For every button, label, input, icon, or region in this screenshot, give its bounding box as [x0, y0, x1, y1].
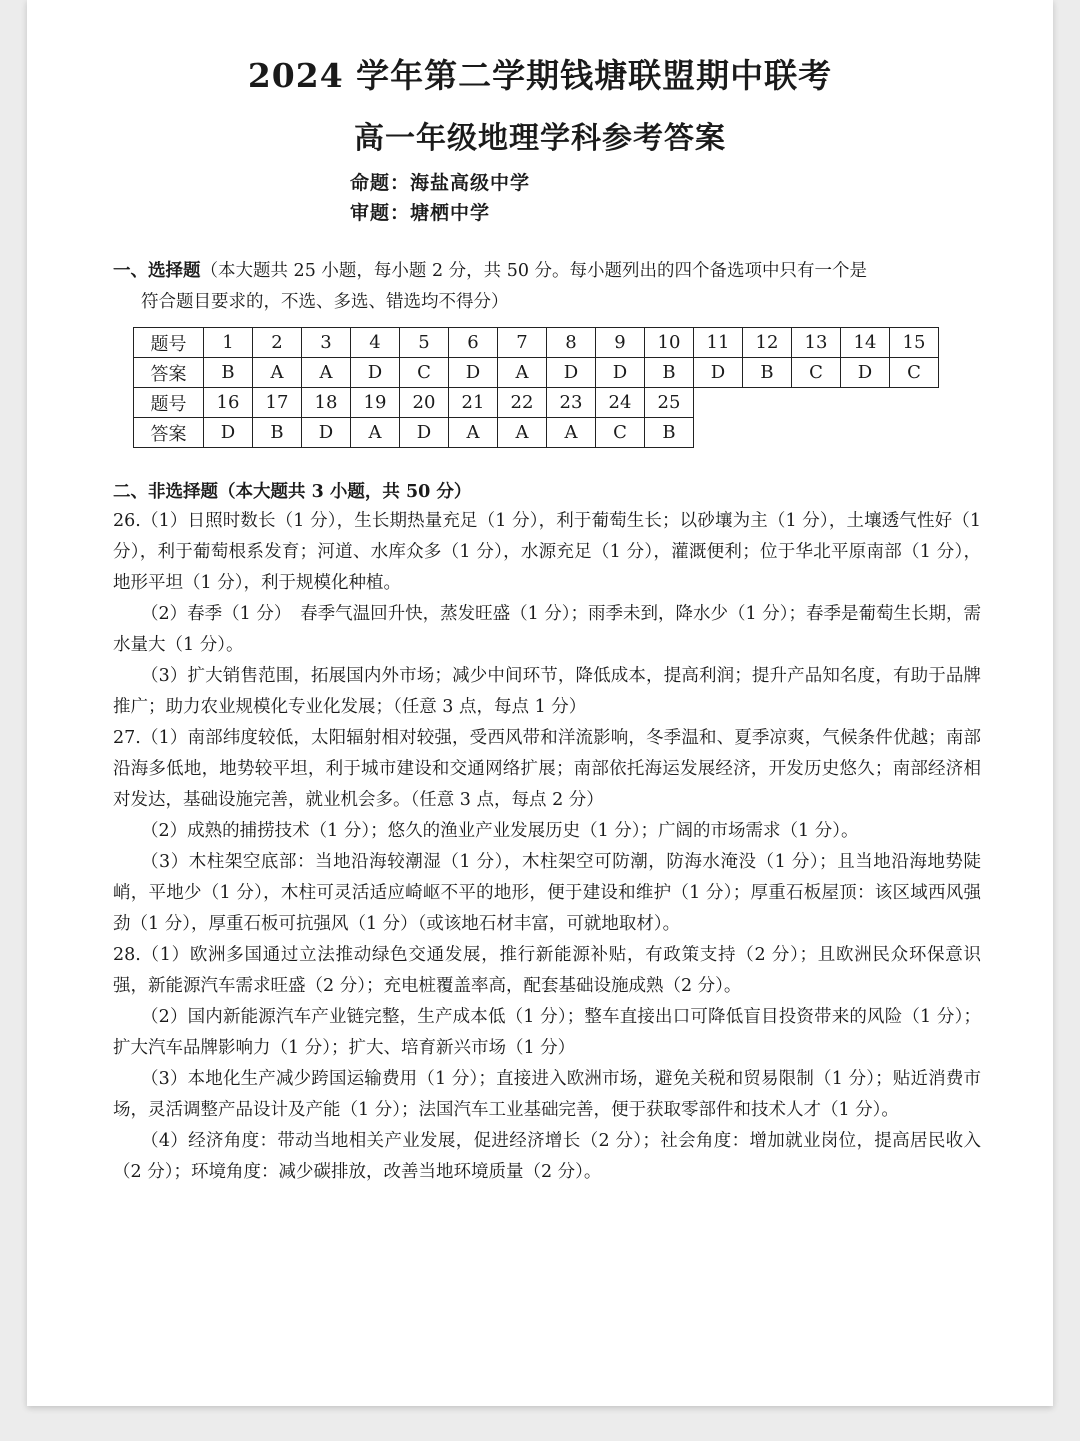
table-row — [134, 418, 939, 448]
question-number: 8 — [547, 328, 596, 358]
q27-part2: （2）成熟的捕捞技术（1 分）；悠久的渔业产业发展历史（1 分）；广阔的市场需求（1 分）。 — [141, 821, 859, 841]
answer-cell: C — [890, 358, 939, 388]
q28-part3: （3）本地化生产减少跨国运输费用（1 分）；直接进入欧洲市场，避免关税和贸易限制（1 分）；贴近消费市场，灵活调整产品设计及产能（1 分）；法国汽车工业基础完善，便于获取零部件和技术人才（1 分）。 — [113, 1069, 981, 1120]
q28-part2: （2）国内新能源汽车产业链完整，生产成本低（1 分）；整车直接出口可降低盲目投资带来的风险（1 分）；扩大汽车品牌影响力（1 分）；扩大、培育新兴市场（1 分） — [113, 1007, 981, 1058]
section1-intro — [113, 256, 983, 318]
answer-cell: A — [547, 418, 596, 448]
answer-cell: A — [302, 358, 351, 388]
answer-cell: B — [645, 418, 694, 448]
setter-credit: 命题：海盐高级中学 — [350, 172, 531, 194]
q26-part2: （2）春季（1 分） 春季气温回升快，蒸发旺盛（1 分）；雨季未到，降水少（1 分）；春季是葡萄生长期，需水量大（1 分）。 — [113, 604, 981, 655]
section1-instruction-1: （本大题共 25 小题，每小题 2 分，共 50 分。每小题列出的四个备选项中只有一个是 — [200, 261, 868, 281]
answer-cell: D — [596, 358, 645, 388]
question-number: 20 — [400, 388, 449, 418]
answer-cell: D — [400, 418, 449, 448]
empty-cell — [694, 418, 939, 448]
answer-cell: D — [841, 358, 890, 388]
reviewer-credit: 审题：塘栖中学 — [350, 202, 491, 224]
question-number: 2 — [253, 328, 302, 358]
answer-cell: A — [253, 358, 302, 388]
question-label: 题号 — [134, 388, 204, 418]
question-number: 24 — [596, 388, 645, 418]
q27-part1: 27.（1）南部纬度较低，太阳辐射相对较强，受西风带和洋流影响，冬季温和、夏季凉爽，气候条件优越；南部沿海多低地，地势较平坦，利于城市建设和交通网络扩展；南部依托海运发展经济，开发历史悠久；南部经济相对发达，基础设施完善，就业机会多。（任意 3 点，每点 2 分） — [113, 728, 981, 810]
table-row — [134, 388, 939, 418]
answer-cell: B — [253, 418, 302, 448]
answer-label: 答案 — [134, 418, 204, 448]
document-subtitle: 高一年级地理学科参考答案 — [354, 121, 726, 156]
question-number: 9 — [596, 328, 645, 358]
question-number: 23 — [547, 388, 596, 418]
q27-part3: （3）木柱架空底部：当地沿海较潮湿（1 分），木柱架空可防潮，防海水淹没（1 分）；且当地沿海地势陡峭，平地少（1 分），木柱可灵活适应崎岖不平的地形，便于建设和维护（1 分）；厚重石板屋顶：该区域西风强劲（1 分），厚重石板可抗强风（1 分）（或该地石材丰富，可就地取材）。 — [113, 852, 981, 934]
question-number: 16 — [204, 388, 253, 418]
answer-cell: B — [645, 358, 694, 388]
answer-cell: A — [351, 418, 400, 448]
answer-table — [133, 327, 939, 448]
question-number: 10 — [645, 328, 694, 358]
question-number: 25 — [645, 388, 694, 418]
answer-cell: A — [498, 358, 547, 388]
answer-cell: D — [302, 418, 351, 448]
section2-body — [113, 506, 981, 1188]
question-label: 题号 — [134, 328, 204, 358]
answer-cell: C — [400, 358, 449, 388]
document-title: 2024 学年第二学期钱塘联盟期中联考 — [247, 56, 833, 95]
question-number: 11 — [694, 328, 743, 358]
answer-cell: C — [596, 418, 645, 448]
question-number: 6 — [449, 328, 498, 358]
question-number: 22 — [498, 388, 547, 418]
answer-cell: D — [449, 358, 498, 388]
empty-cell — [694, 388, 939, 418]
section1-instruction-2: 符合题目要求的，不选、多选、错选均不得分） — [141, 292, 509, 312]
q26-part3: （3）扩大销售范围，拓展国内外市场；减少中间环节，降低成本，提高利润；提升产品知名度，有助于品牌推广；助力农业规模化专业化发展；（任意 3 点，每点 1 分） — [113, 666, 981, 717]
answer-cell: C — [792, 358, 841, 388]
answer-label: 答案 — [134, 358, 204, 388]
answer-cell: A — [449, 418, 498, 448]
answer-cell: D — [351, 358, 400, 388]
answer-cell: B — [743, 358, 792, 388]
table-row — [134, 358, 939, 388]
q28-part4: （4）经济角度：带动当地相关产业发展，促进经济增长（2 分）；社会角度：增加就业岗位，提高居民收入（2 分）；环境角度：减少碳排放，改善当地环境质量（2 分）。 — [113, 1131, 981, 1182]
question-number: 12 — [743, 328, 792, 358]
q26-part1: 26.（1）日照时数长（1 分），生长期热量充足（1 分），利于葡萄生长；以砂壤为主（1 分），土壤透气性好（1 分），利于葡萄根系发育；河道、水库众多（1 分），水源充足（1 分），灌溉便利；位于华北平原南部（1 分），地形平坦（1 分），利于规模化种植。 — [113, 511, 981, 593]
question-number: 4 — [351, 328, 400, 358]
question-number: 15 — [890, 328, 939, 358]
question-number: 7 — [498, 328, 547, 358]
answer-cell: D — [547, 358, 596, 388]
q28-part1: 28.（1）欧洲多国通过立法推动绿色交通发展，推行新能源补贴，有政策支持（2 分）；且欧洲民众环保意识强，新能源汽车需求旺盛（2 分）；充电桩覆盖率高，配套基础设施成熟（2 分）。 — [113, 945, 981, 996]
question-number: 21 — [449, 388, 498, 418]
answer-cell: D — [694, 358, 743, 388]
section1-heading: 一、选择题 — [113, 261, 201, 281]
question-number: 19 — [351, 388, 400, 418]
question-number: 17 — [253, 388, 302, 418]
answer-cell: B — [204, 358, 253, 388]
question-number: 5 — [400, 328, 449, 358]
question-number: 13 — [792, 328, 841, 358]
question-number: 1 — [204, 328, 253, 358]
question-number: 3 — [302, 328, 351, 358]
answer-cell: A — [498, 418, 547, 448]
section2-heading: 二、非选择题（本大题共 3 小题，共 50 分） — [113, 482, 472, 502]
table-row — [134, 328, 939, 358]
question-number: 14 — [841, 328, 890, 358]
answer-cell: D — [204, 418, 253, 448]
document-page — [27, 0, 1053, 1406]
question-number: 18 — [302, 388, 351, 418]
